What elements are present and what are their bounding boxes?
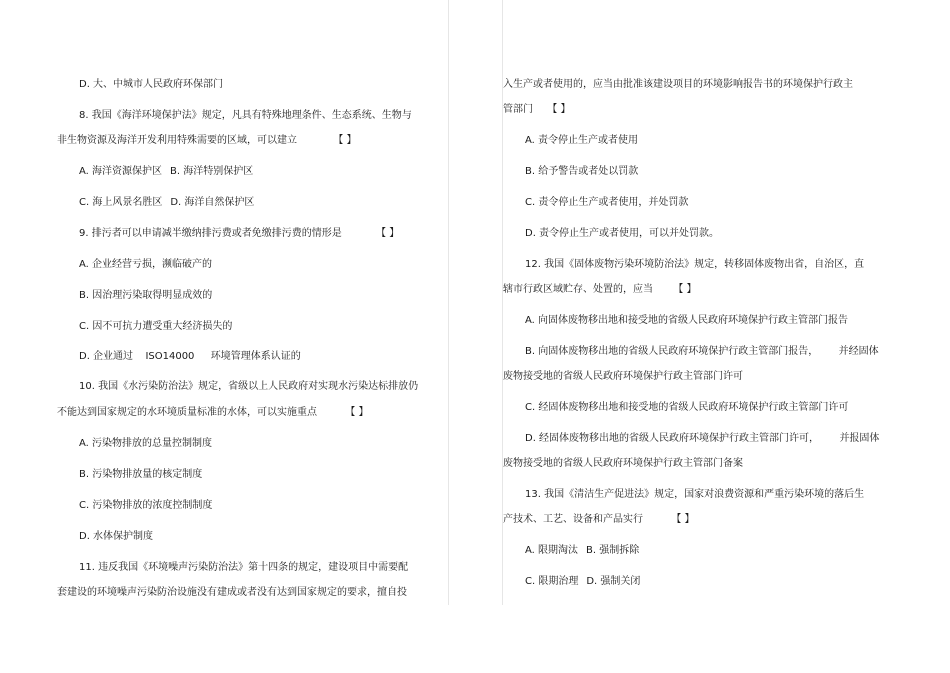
option-d: D. 水体保护制度 — [79, 531, 154, 542]
option-a: A. 向固体废物移出地和接受地的省级人民政府环境保护行政主管部门报告 — [525, 315, 849, 326]
question-11-line4 — [503, 103, 571, 117]
option-d-q7: D. 大、中城市人民政府环保部门 — [79, 79, 224, 90]
question-11-line3: 入生产或者使用的，应当由批准该建设项目的环境影响报告书的环境保护行政主 — [503, 79, 853, 90]
option-c: C. 海上风景名胜区 — [79, 197, 163, 208]
option-c: C. 经固体废物移出地和接受地的省级人民政府环境保护行政主管部门许可 — [525, 402, 849, 413]
option-d-text: D. 经固体废物移出地的省级人民政府环境保护行政主管部门许可， — [525, 433, 820, 444]
question-8-line1: 8. 我国《海洋环境保护法》规定，凡具有特殊地理条件、生态系统、生物与 — [79, 110, 412, 121]
option-c: C. 污染物排放的浓度控制制度 — [79, 500, 213, 511]
option-b: B. 海洋特别保护区 — [170, 166, 254, 177]
option-b-text: B. 向固体废物移出地的省级人民政府环境保护行政主管部门报告， — [525, 346, 819, 357]
question-13-options-cd — [525, 575, 640, 589]
question-10-line2 — [57, 406, 369, 420]
answer-bracket: 【 】 — [333, 135, 357, 146]
answer-bracket: 【 】 — [376, 228, 400, 239]
option-a: A. 海洋资源保护区 — [79, 166, 163, 177]
question-12-line2 — [503, 283, 697, 297]
question-11-text: 管部门 — [503, 104, 533, 115]
question-13-line2 — [503, 513, 695, 527]
question-11-line1: 11. 违反我国《环境噪声污染防治法》第十四条的规定，建设项目中需要配 — [79, 562, 409, 573]
answer-bracket: 【 】 — [673, 284, 697, 295]
option-b: B. 强制拆除 — [586, 545, 640, 556]
option-d — [79, 350, 301, 364]
question-8-line2 — [57, 134, 357, 148]
option-d-line2: 废物接受地的省级人民政府环境保护行政主管部门备案 — [503, 458, 743, 469]
answer-bracket: 【 】 — [345, 407, 369, 418]
option-b: B. 给予警告或者处以罚款 — [525, 166, 639, 177]
option-b-text-end: 并经固体 — [838, 346, 879, 357]
option-d: D. 责令停止生产或者使用，可以并处罚款。 — [525, 228, 720, 239]
option-b: B. 污染物排放量的核定制度 — [79, 469, 203, 480]
option-c: C. 因不可抗力遭受重大经济损失的 — [79, 321, 233, 332]
question-12-line1: 12. 我国《固体废物污染环境防治法》规定，转移固体废物出省，自治区，直 — [525, 259, 865, 270]
option-a: A. 污染物排放的总量控制制度 — [79, 438, 213, 449]
option-d: D. 海洋自然保护区 — [170, 197, 255, 208]
question-8-text: 非生物资源及海洋开发利用特殊需要的区域，可以建立 — [57, 135, 297, 146]
option-d: D. 强制关闭 — [586, 576, 641, 587]
answer-bracket: 【 】 — [671, 514, 695, 525]
question-8-options-ab — [79, 165, 253, 179]
question-13-options-ab — [525, 544, 639, 558]
option-d-text-end: 并报固体 — [839, 433, 880, 444]
option-c: C. 责令停止生产或者使用，并处罚款 — [525, 197, 689, 208]
option-c: C. 限期治理 — [525, 576, 579, 587]
option-a: A. 企业经营亏损，濒临破产的 — [79, 259, 213, 270]
option-d-text: D. 企业通过 — [79, 351, 134, 362]
question-12-text: 辖市行政区域贮存、处置的，应当 — [503, 284, 653, 295]
option-d-text-end: 环境管理体系认证的 — [210, 351, 301, 362]
question-13-line1: 13. 我国《清洁生产促进法》规定，国家对浪费资源和严重污染环境的落后生 — [525, 489, 865, 500]
option-d-standard: ISO14000 — [145, 351, 195, 362]
option-a: A. 限期淘汰 — [525, 545, 579, 556]
question-9-text: 9. 排污者可以申请减半缴纳排污费或者免缴排污费的情形是 — [79, 228, 342, 239]
question-10-line1: 10. 我国《水污染防治法》规定，省级以上人民政府对实现水污染达标排放仍 — [79, 381, 419, 392]
option-b-line2: 废物接受地的省级人民政府环境保护行政主管部门许可 — [503, 371, 743, 382]
question-13-text: 产技术、工艺、设备和产品实行 — [503, 514, 643, 525]
question-10-text: 不能达到国家规定的水环境质量标准的水体，可以实施重点 — [57, 407, 317, 418]
question-11-line2: 套建设的环境噪声污染防治设施没有建成或者没有达到国家规定的要求，擅自投 — [57, 587, 407, 598]
option-b: B. 因治理污染取得明显成效的 — [79, 290, 213, 301]
option-a: A. 责令停止生产或者使用 — [525, 135, 639, 146]
question-9 — [79, 227, 399, 241]
option-b-line1 — [525, 345, 879, 359]
option-d-line1 — [525, 432, 879, 446]
question-8-options-cd — [79, 196, 254, 210]
answer-bracket: 【 】 — [547, 104, 571, 115]
